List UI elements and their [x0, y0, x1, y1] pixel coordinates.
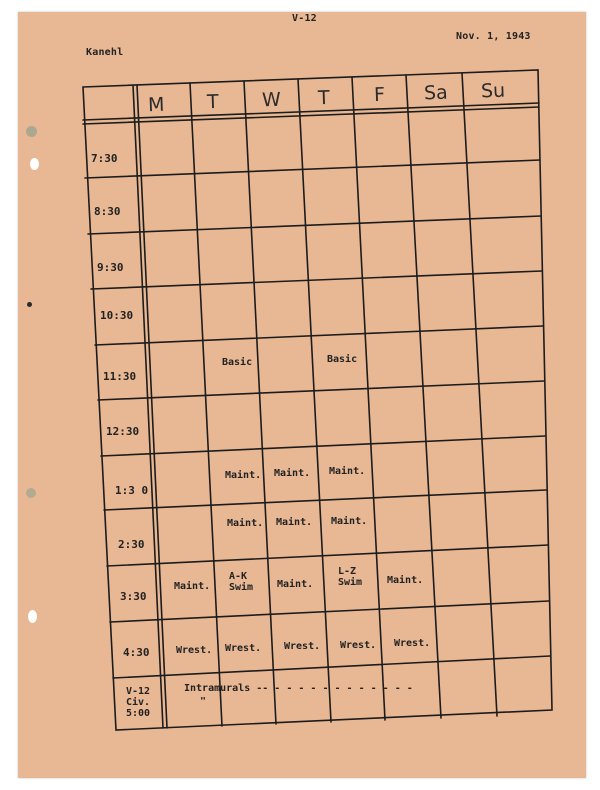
swim-group-label: L-Z	[338, 566, 357, 577]
grid-line	[107, 545, 548, 566]
swim-label: Swim	[338, 577, 363, 588]
grid-line	[104, 490, 546, 510]
day-header-wednesday: W	[261, 88, 282, 112]
entry-wrest: Wrest.	[176, 645, 213, 656]
entry-wrest: Wrest.	[225, 643, 262, 654]
entry-swim	[338, 566, 362, 588]
entry-basic: Basic	[327, 354, 358, 365]
day-header-monday: M	[147, 93, 165, 117]
entry-maint: Maint.	[274, 468, 311, 479]
document-date: Nov. 1, 1943	[456, 31, 531, 42]
grid-line	[101, 436, 545, 456]
grid-line	[88, 216, 541, 234]
grid-line	[244, 81, 276, 724]
day-header-sunday: Su	[480, 79, 506, 103]
grid-line	[406, 75, 441, 718]
grid-line	[190, 83, 222, 726]
entry-maint: Maint.	[277, 579, 314, 590]
entry-maint: Maint.	[276, 517, 313, 528]
last-row-line: V-12	[126, 686, 151, 697]
last-row-line: Civ.	[126, 697, 151, 708]
time-label: 2:30	[118, 538, 145, 551]
day-header-saturday: Sa	[423, 81, 449, 105]
grid-line	[98, 381, 544, 400]
entry-wrest: Wrest.	[394, 638, 431, 649]
entry-maint: Maint.	[331, 516, 368, 527]
entry-wrest: Wrest.	[340, 640, 377, 651]
entry-maint: Maint.	[225, 470, 262, 481]
grid-line	[110, 601, 549, 622]
entry-maint: Maint.	[174, 581, 211, 592]
last-row-line: 5:00	[126, 708, 151, 719]
grid-line	[85, 160, 540, 178]
grid-line	[352, 77, 385, 720]
entry-basic: Basic	[222, 357, 253, 368]
entry-maint: Maint.	[227, 518, 264, 529]
swim-label: Swim	[229, 582, 254, 593]
time-label	[126, 686, 150, 719]
entry-maint: Maint.	[329, 466, 366, 477]
grid-line	[113, 656, 550, 678]
time-label: 8:30	[94, 205, 121, 218]
entry-wrest: Wrest.	[284, 641, 321, 652]
document-code: V-12	[292, 13, 317, 24]
time-label: 1:3 0	[115, 484, 149, 497]
swim-group-label: A-K	[229, 571, 248, 582]
time-label: 10:30	[100, 309, 134, 322]
grid-line	[133, 85, 163, 728]
day-header-friday: F	[373, 83, 386, 107]
day-header-tuesday: T	[206, 90, 219, 114]
entry-intramurals: Intramurals -- - - - - - - - - - - - -	[184, 683, 413, 694]
time-label: 12:30	[106, 425, 140, 438]
grid-line	[462, 73, 497, 716]
time-label: 7:30	[91, 152, 118, 165]
ditto-mark: "	[200, 696, 207, 707]
time-label: 11:30	[103, 370, 137, 383]
entry-swim	[229, 571, 253, 593]
time-label: 9:30	[97, 261, 124, 274]
entry-maint: Maint.	[387, 575, 424, 586]
time-label: 4:30	[123, 646, 150, 659]
grid-line	[137, 85, 167, 728]
grid-line	[298, 79, 331, 722]
time-label: 3:30	[120, 590, 147, 603]
day-header-thursday: T	[317, 86, 330, 110]
person-name: Kanehl	[86, 47, 124, 58]
